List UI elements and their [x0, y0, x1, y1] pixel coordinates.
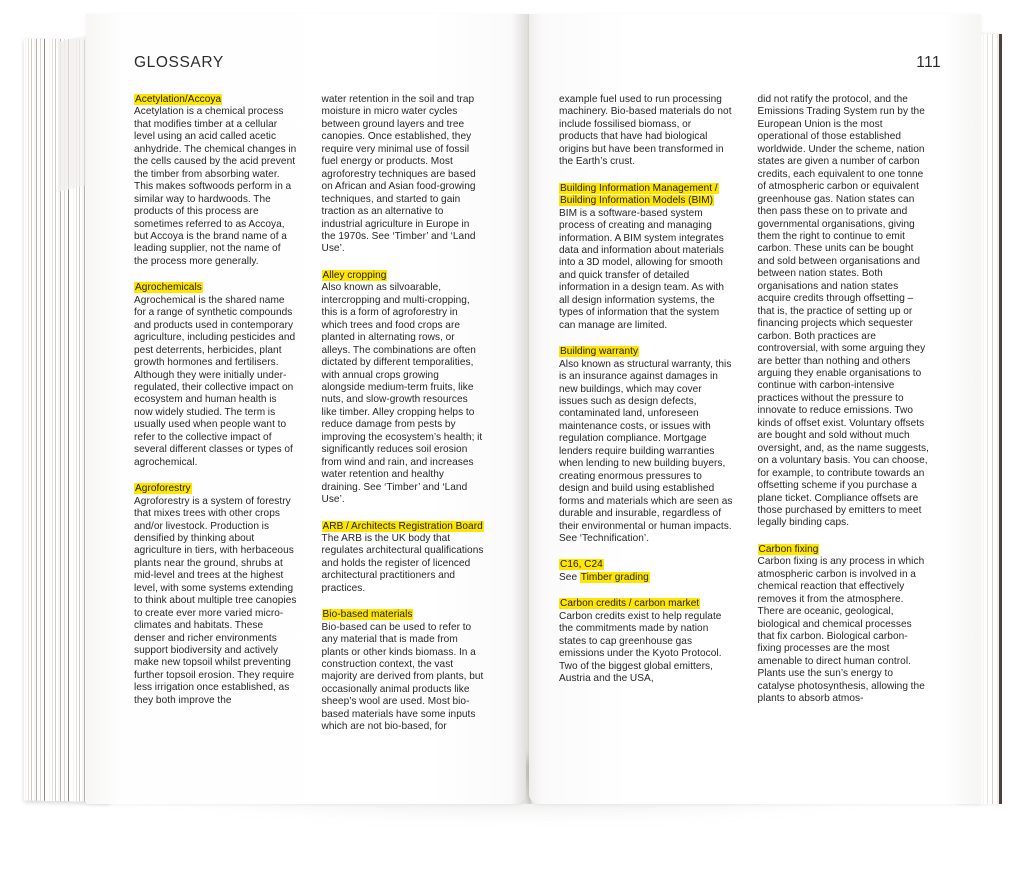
glossary-entry [559, 598, 733, 685]
glossary-entry [559, 183, 733, 332]
glossary-term: Alley cropping [322, 269, 387, 281]
glossary-cross-reference [559, 572, 733, 584]
glossary-entry-cross-reference [559, 559, 733, 584]
glossary-term: Agrochemicals [135, 282, 202, 294]
glossary-term: Carbon credits / carbon market [560, 598, 700, 610]
glossary-entry [322, 521, 485, 596]
cross-reference-prefix: See [559, 571, 580, 583]
glossary-term: Acetylation/Accoya [135, 94, 222, 105]
glossary-term: ARB / Architects Registration Board [322, 520, 483, 532]
glossary-term: Building Information Management / Building Information Models (BIM) [560, 182, 718, 207]
glossary-definition: Bio-based can be used to refer to any material that is made from plants or other kinds biomass. In a construction context, the vast majority are derived from plants, but occasionally animal products like sheep’s wool are used. Most bio-based materials have some inputs which are not bio-based, for [321, 621, 484, 733]
glossary-definition: Also known as silvoarable, intercropping and multi-cropping, this is a form of agroforestry in which trees and food crops are planted in alternating rows, or alleys. The combinations are often dictated by different temporalities, with annual crops growing alongside medium-term fruits, like nuts, and slow-growth resources like timber. Alley cropping helps to reduce damage from pests by improving the ecosystem’s health; it significantly reduces soil erosion from wind and rain, and increases water retention and healthy draining. See ‘Timber’ and ‘Land Use’. [321, 282, 483, 506]
open-book [24, 14, 1002, 804]
glossary-term: Bio-based materials [322, 609, 413, 621]
glossary-definition: Acetylation is a chemical process that modifies timber at a cellular level using an acid called acetic anhydride. The chemical changes in the cells caused by the acid prevent the timber from absorbing water. This makes softwoods perform in a similar way to hardwoods. The products of this process are sometimes referred to as Accoya, but Accoya is the brand name of a leading supplier, not the name of the process more generally. [134, 106, 297, 267]
left-page-columns [134, 94, 484, 748]
glossary-definition: Agroforestry is a system of forestry that mixes trees with other crops and/or livestock. Production is densified by thinking about agriculture in tiers, with herbaceous plants near the ground, shrubs at mid-level and trees at the highest level, with some systems extending to think about multiple tree canopies to create ever more varied micro-climates and habitats. These denser and richer environments support biodiversity and actively make new topsoil whilst preventing further topsoil erosion. They require less irrigation once established, as they both improve the [134, 495, 297, 706]
column-4 [758, 94, 932, 720]
glossary-entry [134, 94, 297, 268]
glossary-term: C16, C24 [560, 559, 603, 571]
column-3 [559, 94, 733, 720]
column-2 [322, 94, 485, 748]
column-1 [134, 94, 297, 748]
page-number: 111 [916, 54, 941, 71]
right-page-columns [559, 94, 931, 720]
left-page [86, 14, 526, 804]
continued-definition: did not ratify the protocol, and the Emissions Trading System run by the European Union is the most operational of those established worldwide. Under the scheme, nation states are given a number of carbon credits, each equivalent to one tonne of atmospheric carbon or equivalent greenhouse gas. Nation states can then pass these on to private and governmental organisations, giving them the right to continue to emit carbon. These units can be bought and sold between organisations and between nation states. Both organisations and nation states acquire credits through offsetting – that is, the practice of setting up or financing projects which sequester carbon. Both practices are controversial, with some arguing they are better than nothing and others arguing they enable organisations to continue with carbon-intensive practices without the pressure to innovate to reduce emissions. Two kinds of offset exist. Voluntary offsets are bought and sold without much oversight, and, as the name suggests, on a voluntary basis. You can choose, for example, to contribute towards an offsetting scheme if you purchase a plane ticket. Compliance offsets are those purchased by emitters to meet legally binding caps. [757, 94, 929, 529]
glossary-entry [559, 346, 733, 545]
glossary-definition: Agrochemical is the shared name for a range of synthetic compounds and products used in contemporary agriculture, including pesticides and pest deterrents, herbicides, plant growth hormones and fertilisers. Although they were initially under-regulated, their collective impact on ecosystem and human health is now widely studied. The term is usually used when people want to refer to the collective impact of several different classes or types of agrochemical. [134, 294, 296, 468]
glossary-definition: Carbon credits exist to help regulate the commitments made by nation states to cap greenhouse gas emissions under the Kyoto Protocol. Two of the biggest global emitters, Austria and the USA, [559, 610, 722, 685]
continued-definition: example fuel used to run processing machinery. Bio-based materials do not include fossilised biomass, or products that have had biological origins but have been transformed in the Earth’s crust. [559, 94, 732, 168]
glossary-entry [322, 609, 485, 734]
right-page [529, 14, 981, 804]
glossary-term: Agroforestry [135, 483, 191, 495]
glossary-entry [322, 270, 485, 507]
cross-reference-target: Timber grading [580, 571, 649, 583]
glossary-definition: BIM is a software-based system process of creating and managing information. A BIM system integrates data and information about materials into a 3D model, allowing for smooth and quick transfer of detailed information in a design team. As with all design information systems, the types of information that the system can manage are limited. [559, 207, 725, 331]
page-title: GLOSSARY [134, 54, 224, 71]
glossary-definition: Also known as structural warranty, this is an insurance against damages in new buildings, which may cover issues such as design defects, contaminated land, unforeseen maintenance costs, or issues with regulation compliance. Mortgage lenders require building warranties when lending to new building buyers, creating enormous pressures to design and build using established forms and materials which are seen as durable and insurable, regardless of their environmental or human impacts. See ‘Technification’. [559, 358, 733, 544]
glossary-entry [134, 483, 297, 707]
glossary-definition: Carbon fixing is any process in which atmospheric carbon is involved in a chemical reaction that effectively removes it from the atmosphere. There are oceanic, geological, biological and chemical processes that fix carbon. Biological carbon-fixing processes are the most amenable to direct human control. Plants use the sun’s energy to catalyse photosynthesis, allowing the plants to absorb atmos- [757, 556, 925, 705]
glossary-entry [134, 282, 297, 469]
glossary-term: Carbon fixing [758, 543, 819, 555]
glossary-entry [758, 544, 932, 706]
continued-definition: water retention in the soil and trap moisture in micro water cycles between ground layers and tree canopies. Once established, they require very minimal use of fossil fuel energy or products. Most agroforestry techniques are based on African and Asian food-growing techniques, and started to gain traction as an alternative to industrial agriculture in Europe in the 1970s. See ‘Timber’ and ‘Land Use’. [321, 94, 476, 255]
glossary-term: Building warranty [560, 346, 639, 358]
glossary-definition: The ARB is the UK body that regulates architectural qualifications and holds the register of licenced architectural practitioners and practices. [321, 532, 484, 594]
